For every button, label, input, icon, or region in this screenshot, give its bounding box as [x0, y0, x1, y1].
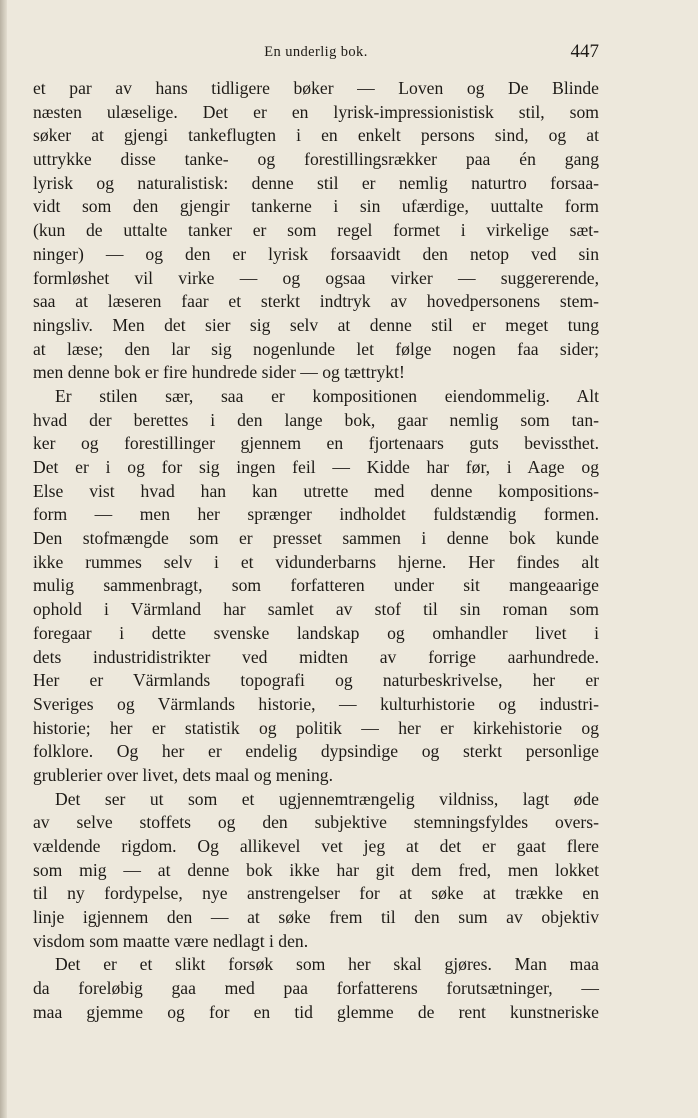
text-line: vidt som den gjengir tankerne i sin ufærdige, uuttalte form — [33, 196, 599, 217]
text-line: ker og forestillinger gjennem en fjortenaars guts bevissthet. — [33, 433, 599, 454]
text-line: Else vist hvad han kan utrette med denne kompositions- — [33, 480, 599, 501]
text-line: uttrykke disse tanke- og forestillingsrækker paa én gang — [33, 149, 599, 170]
running-title: En underlig bok. — [264, 44, 368, 60]
text-line: Er stilen sær, saa er kompositionen eiendommelig. Alt — [55, 385, 599, 406]
text-line: Det ser ut som et ugjennemtrængelig vildniss, lagt øde — [55, 788, 599, 809]
text-line: næsten ulæselige. Det er en lyrisk-impressionistisk stil, som — [33, 101, 599, 122]
text-line: som mig — at denne bok ikke har git dem fred, men lokket — [33, 859, 599, 880]
text-line: ophold i Värmland har samlet av stof til sin roman som — [33, 599, 599, 620]
text-line: da foreløbig gaa med paa forfatterens forutsætninger, — — [33, 978, 599, 999]
text-line: et par av hans tidligere bøker — Loven og De Blinde — [33, 78, 599, 98]
text-line: Den stofmængde som er presset sammen i denne bok kunde — [33, 528, 599, 549]
text-line: visdom som maatte være nedlagt i den. — [33, 930, 309, 951]
text-line: Det er et slikt forsøk som her skal gjøres. Man maa — [55, 954, 599, 975]
text-line: Her er Värmlands topografi og naturbeskrivelse, her er — [33, 670, 599, 691]
text-line: at læse; den lar sig nogenlunde let følge nogen faa sider; — [33, 338, 599, 359]
text-line: vældende rigdom. Og allikevel vet jeg at det er gaat flere — [33, 836, 599, 856]
text-line: til ny fordypelse, nye anstrengelser for at søke at trække en — [33, 883, 599, 904]
text-line: mulig sammenbragt, som forfatteren under sit mangeaarige — [33, 575, 599, 596]
text-line: folklore. Og her er endelig dypsindige og sterkt personlige — [33, 741, 599, 762]
text-line: formløshet vil virke — og ogsaa virker — suggererende, — [33, 267, 599, 288]
text-line: ningsliv. Men det sier sig selv at denne stil er meget tung — [33, 314, 599, 335]
text-line: form — men her sprænger indholdet fuldstændig formen. — [33, 504, 599, 525]
text-line: ninger) — og den er lyrisk forsaavidt den netop ved sin — [33, 243, 599, 264]
page-number: 447 — [570, 41, 599, 62]
text-line: men denne bok er fire hundrede sider — og tættrykt! — [33, 362, 405, 383]
text-line: søker at gjengi tankeflugten i en enkelt persons sind, og at — [33, 125, 599, 146]
text-line: dets industridistrikter ved midten av forrige aarhundrede. — [33, 646, 599, 667]
text-line: historie; her er statistik og politik — her er kirkehistorie og — [33, 717, 599, 738]
text-line: maa gjemme og for en tid glemme de rent kunstneriske — [33, 1001, 599, 1022]
text-line: ikke rummes selv i et vidunderbarns hjerne. Her findes alt — [33, 551, 599, 572]
body-text — [33, 77, 599, 1025]
text-line: (kun de uttalte tanker er som regel formet i virkelige sæt- — [33, 220, 599, 241]
text-line: Det er i og for sig ingen feil — Kidde har før, i Aage og — [33, 457, 599, 477]
text-line: Sveriges og Värmlands historie, — kulturhistorie og industri- — [33, 693, 599, 714]
text-line: hvad der berettes i den lange bok, gaar nemlig som tan- — [33, 409, 599, 430]
text-line: linje igjennem den — at søke frem til den sum av objektiv — [33, 907, 599, 928]
running-header — [33, 41, 599, 66]
text-line: grublerier over livet, dets maal og mening. — [33, 764, 333, 785]
page-binding-edge — [0, 0, 7, 1118]
text-line: lyrisk og naturalistisk: denne stil er nemlig naturtro forsaa- — [33, 172, 599, 193]
text-line: saa at læseren faar et sterkt indtryk av hovedpersonens stem- — [33, 291, 599, 312]
text-line: av selve stoffets og den subjektive stemningsfyldes overs- — [33, 812, 599, 833]
text-line: foregaar i dette svenske landskap og omhandler livet i — [33, 622, 599, 643]
